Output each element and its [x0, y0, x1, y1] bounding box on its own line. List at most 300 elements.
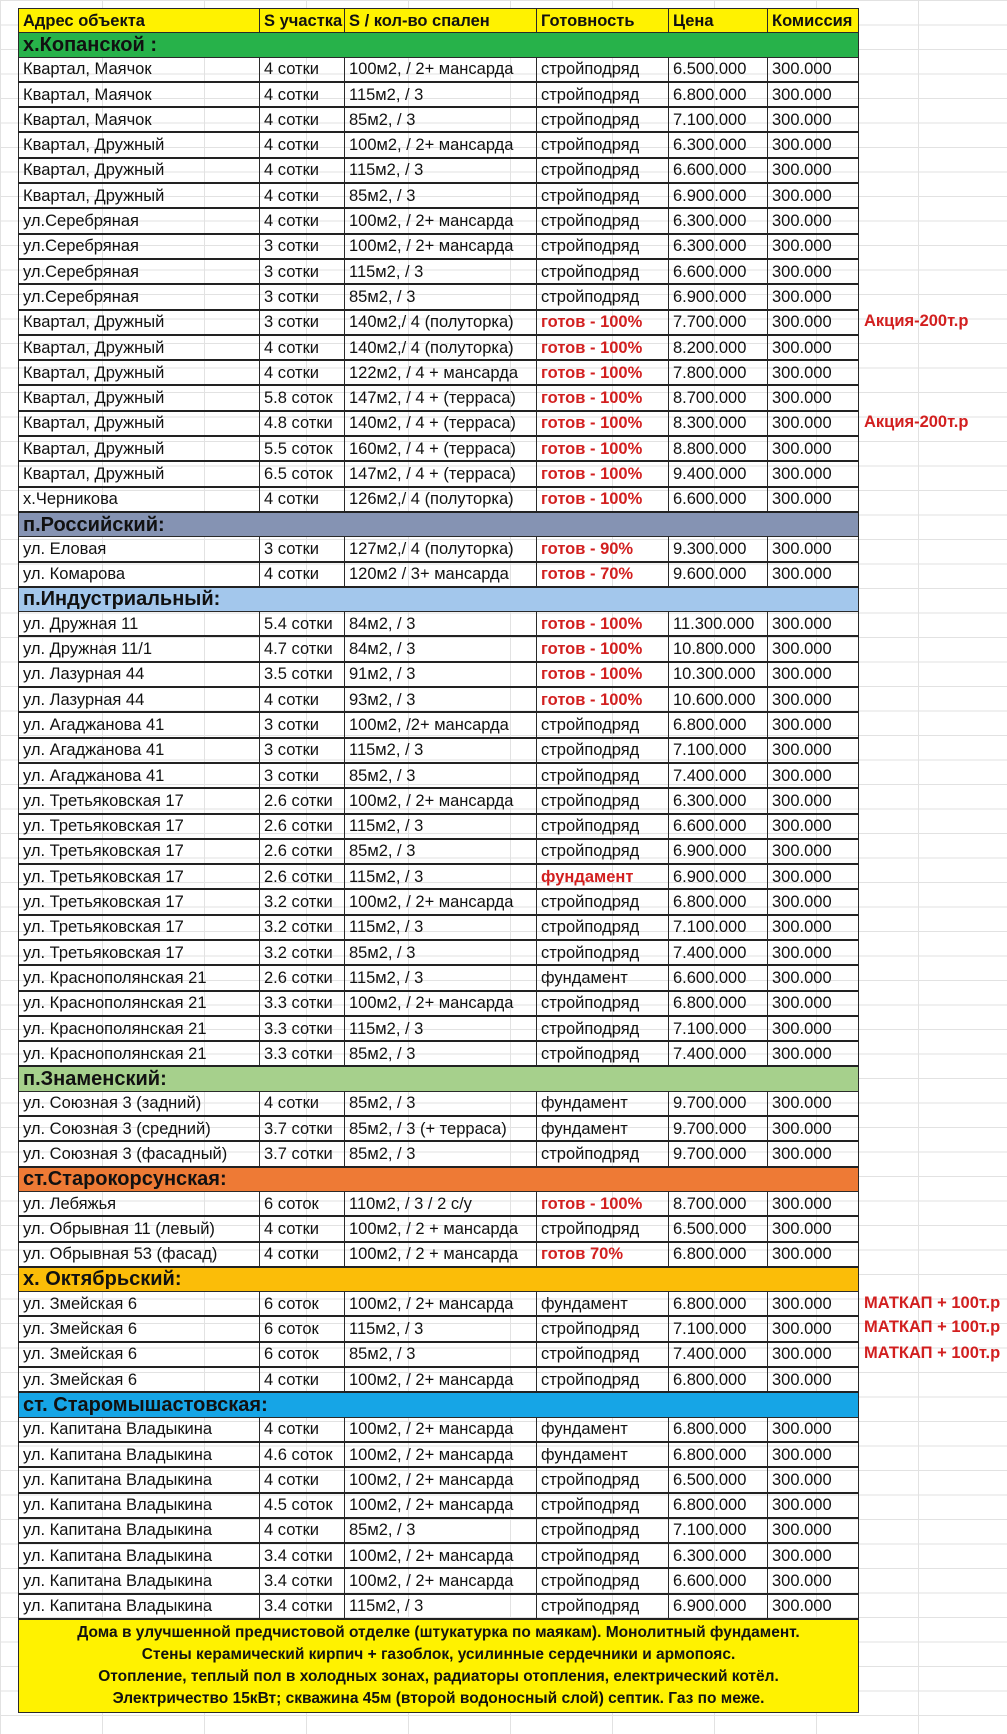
- cell-address[interactable]: Квартал, Дружный: [19, 158, 260, 183]
- cell-address[interactable]: Квартал, Дружный: [19, 310, 260, 335]
- cell-house-area[interactable]: 115м2, / 3: [345, 158, 537, 183]
- cell-address[interactable]: Квартал, Дружный: [19, 411, 260, 436]
- cell-address[interactable]: ул. Капитана Владыкина: [19, 1467, 260, 1492]
- cell-commission[interactable]: 300.000: [768, 991, 859, 1016]
- cell-commission[interactable]: 300.000: [768, 1594, 859, 1619]
- cell-commission[interactable]: 300.000: [768, 234, 859, 259]
- cell-readiness[interactable]: готов - 100%: [537, 360, 669, 385]
- cell-house-area[interactable]: 115м2, / 3: [345, 738, 537, 763]
- cell-price[interactable]: 8.700.000: [669, 385, 768, 410]
- cell-house-area[interactable]: 100м2, / 2 + мансарда: [345, 1216, 537, 1241]
- cell-commission[interactable]: 300.000: [768, 487, 859, 512]
- cell-commission[interactable]: 300.000: [768, 1141, 859, 1166]
- cell-price[interactable]: 6.800.000: [669, 1493, 768, 1518]
- cell-readiness[interactable]: готов - 100%: [537, 687, 669, 712]
- cell-address[interactable]: ул. Дружная 11/1: [19, 636, 260, 661]
- cell-plot-area[interactable]: 4 сотки: [260, 487, 345, 512]
- cell-plot-area[interactable]: 3 сотки: [260, 763, 345, 788]
- section-title[interactable]: ст. Старомышастовская:: [19, 1392, 859, 1417]
- cell-plot-area[interactable]: 4.8 сотки: [260, 411, 345, 436]
- cell-price[interactable]: 6.800.000: [669, 991, 768, 1016]
- cell-address[interactable]: ул. Союзная 3 (средний): [19, 1116, 260, 1141]
- cell-readiness[interactable]: фундамент: [537, 1116, 669, 1141]
- cell-house-area[interactable]: 84м2, / 3: [345, 636, 537, 661]
- cell-plot-area[interactable]: 3.7 сотки: [260, 1116, 345, 1141]
- cell-readiness[interactable]: стройподряд: [537, 284, 669, 309]
- cell-readiness[interactable]: стройподряд: [537, 889, 669, 914]
- cell-house-area[interactable]: 100м2, / 2+ мансарда: [345, 1493, 537, 1518]
- cell-plot-area[interactable]: 3 сотки: [260, 234, 345, 259]
- cell-commission[interactable]: 300.000: [768, 636, 859, 661]
- cell-house-area[interactable]: 115м2, / 3: [345, 965, 537, 990]
- cell-plot-area[interactable]: 6 соток: [260, 1342, 345, 1367]
- cell-price[interactable]: 9.300.000: [669, 537, 768, 562]
- cell-price[interactable]: 6.900.000: [669, 183, 768, 208]
- cell-price[interactable]: 6.900.000: [669, 839, 768, 864]
- cell-price[interactable]: 6.900.000: [669, 284, 768, 309]
- cell-commission[interactable]: 300.000: [768, 1367, 859, 1392]
- cell-price[interactable]: 11.300.000: [669, 612, 768, 637]
- cell-commission[interactable]: 300.000: [768, 839, 859, 864]
- cell-house-area[interactable]: 85м2, / 3: [345, 1141, 537, 1166]
- cell-house-area[interactable]: 85м2, / 3: [345, 284, 537, 309]
- cell-house-area[interactable]: 160м2, / 4 + (терраса): [345, 436, 537, 461]
- cell-commission[interactable]: 300.000: [768, 1467, 859, 1492]
- cell-address[interactable]: Квартал, Маячок: [19, 107, 260, 132]
- cell-house-area[interactable]: 100м2, / 2+ мансарда: [345, 1568, 537, 1593]
- cell-house-area[interactable]: 100м2, /2+ мансарда: [345, 712, 537, 737]
- cell-commission[interactable]: 300.000: [768, 411, 859, 436]
- cell-house-area[interactable]: 147м2, / 4 + (терраса): [345, 461, 537, 486]
- cell-price[interactable]: 6.600.000: [669, 1568, 768, 1593]
- cell-price[interactable]: 6.800.000: [669, 1292, 768, 1317]
- cell-address[interactable]: ул. Третьяковская 17: [19, 864, 260, 889]
- cell-plot-area[interactable]: 4 сотки: [260, 1417, 345, 1442]
- cell-house-area[interactable]: 115м2, / 3: [345, 814, 537, 839]
- cell-commission[interactable]: 300.000: [768, 436, 859, 461]
- cell-address[interactable]: ул. Дружная 11: [19, 612, 260, 637]
- cell-house-area[interactable]: 85м2, / 3: [345, 183, 537, 208]
- cell-plot-area[interactable]: 3 сотки: [260, 310, 345, 335]
- cell-readiness[interactable]: стройподряд: [537, 1518, 669, 1543]
- cell-price[interactable]: 6.300.000: [669, 788, 768, 813]
- cell-plot-area[interactable]: 4.6 соток: [260, 1442, 345, 1467]
- cell-plot-area[interactable]: 4.7 сотки: [260, 636, 345, 661]
- cell-address[interactable]: Квартал, Дружный: [19, 183, 260, 208]
- header-cell-plot-area[interactable]: S участка: [260, 9, 345, 33]
- cell-commission[interactable]: 300.000: [768, 814, 859, 839]
- cell-house-area[interactable]: 85м2, / 3: [345, 1342, 537, 1367]
- cell-address[interactable]: ул.Серебряная: [19, 208, 260, 233]
- cell-house-area[interactable]: 85м2, / 3: [345, 839, 537, 864]
- cell-commission[interactable]: 300.000: [768, 183, 859, 208]
- cell-plot-area[interactable]: 3.3 сотки: [260, 1041, 345, 1066]
- cell-house-area[interactable]: 85м2, / 3: [345, 1041, 537, 1066]
- cell-house-area[interactable]: 100м2, / 2+ мансарда: [345, 1417, 537, 1442]
- cell-address[interactable]: ул. Агаджанова 41: [19, 712, 260, 737]
- cell-commission[interactable]: 300.000: [768, 1041, 859, 1066]
- cell-readiness[interactable]: стройподряд: [537, 234, 669, 259]
- cell-house-area[interactable]: 115м2, / 3: [345, 82, 537, 107]
- cell-address[interactable]: ул. Капитана Владыкина: [19, 1442, 260, 1467]
- cell-readiness[interactable]: готов - 100%: [537, 662, 669, 687]
- cell-commission[interactable]: 300.000: [768, 712, 859, 737]
- cell-price[interactable]: 8.200.000: [669, 335, 768, 360]
- cell-commission[interactable]: 300.000: [768, 461, 859, 486]
- cell-readiness[interactable]: стройподряд: [537, 183, 669, 208]
- cell-house-area[interactable]: 85м2, / 3: [345, 1518, 537, 1543]
- cell-readiness[interactable]: готов - 100%: [537, 636, 669, 661]
- cell-readiness[interactable]: стройподряд: [537, 839, 669, 864]
- cell-house-area[interactable]: 110м2, / 3 / 2 с/у: [345, 1191, 537, 1216]
- section-title[interactable]: п.Знаменский:: [19, 1066, 859, 1091]
- cell-plot-area[interactable]: 4 сотки: [260, 687, 345, 712]
- cell-house-area[interactable]: 85м2, / 3: [345, 940, 537, 965]
- cell-house-area[interactable]: 85м2, / 3: [345, 107, 537, 132]
- cell-readiness[interactable]: стройподряд: [537, 712, 669, 737]
- cell-house-area[interactable]: 120м2 / 3+ мансарда: [345, 562, 537, 587]
- cell-house-area[interactable]: 85м2, / 3 (+ терраса): [345, 1116, 537, 1141]
- cell-commission[interactable]: 300.000: [768, 335, 859, 360]
- cell-commission[interactable]: 300.000: [768, 82, 859, 107]
- cell-commission[interactable]: 300.000: [768, 940, 859, 965]
- cell-address[interactable]: ул.Серебряная: [19, 284, 260, 309]
- cell-readiness[interactable]: стройподряд: [537, 1141, 669, 1166]
- cell-commission[interactable]: 300.000: [768, 788, 859, 813]
- section-title[interactable]: п.Российский:: [19, 512, 859, 537]
- cell-address[interactable]: ул. Третьяковская 17: [19, 839, 260, 864]
- cell-plot-area[interactable]: 4 сотки: [260, 1518, 345, 1543]
- cell-plot-area[interactable]: 2.6 сотки: [260, 788, 345, 813]
- cell-price[interactable]: 7.800.000: [669, 360, 768, 385]
- cell-plot-area[interactable]: 4 сотки: [260, 1367, 345, 1392]
- cell-commission[interactable]: 300.000: [768, 1316, 859, 1341]
- cell-readiness[interactable]: готов - 70%: [537, 562, 669, 587]
- cell-price[interactable]: 6.800.000: [669, 82, 768, 107]
- cell-commission[interactable]: 300.000: [768, 1091, 859, 1116]
- cell-commission[interactable]: 300.000: [768, 360, 859, 385]
- cell-plot-area[interactable]: 4 сотки: [260, 82, 345, 107]
- cell-address[interactable]: ул. Третьяковская 17: [19, 940, 260, 965]
- cell-commission[interactable]: 300.000: [768, 562, 859, 587]
- cell-address[interactable]: ул. Обрывная 53 (фасад): [19, 1242, 260, 1267]
- cell-price[interactable]: 7.100.000: [669, 1518, 768, 1543]
- cell-price[interactable]: 6.600.000: [669, 259, 768, 284]
- cell-house-area[interactable]: 122м2, / 4 + мансарда: [345, 360, 537, 385]
- cell-plot-area[interactable]: 3.3 сотки: [260, 991, 345, 1016]
- cell-address[interactable]: ул.Серебряная: [19, 234, 260, 259]
- cell-commission[interactable]: 300.000: [768, 158, 859, 183]
- cell-address[interactable]: ул. Краснополянская 21: [19, 965, 260, 990]
- header-cell-address[interactable]: Адрес объекта: [19, 9, 260, 33]
- cell-address[interactable]: ул. Краснополянская 21: [19, 991, 260, 1016]
- cell-commission[interactable]: 300.000: [768, 1342, 859, 1367]
- cell-plot-area[interactable]: 3.2 сотки: [260, 915, 345, 940]
- cell-price[interactable]: 9.700.000: [669, 1116, 768, 1141]
- cell-plot-area[interactable]: 5.4 сотки: [260, 612, 345, 637]
- cell-plot-area[interactable]: 2.6 сотки: [260, 965, 345, 990]
- cell-commission[interactable]: 300.000: [768, 310, 859, 335]
- cell-price[interactable]: 6.800.000: [669, 1442, 768, 1467]
- cell-house-area[interactable]: 84м2, / 3: [345, 612, 537, 637]
- cell-commission[interactable]: 300.000: [768, 687, 859, 712]
- cell-plot-area[interactable]: 5.5 соток: [260, 436, 345, 461]
- cell-address[interactable]: ул. Змейская 6: [19, 1342, 260, 1367]
- cell-commission[interactable]: 300.000: [768, 1216, 859, 1241]
- cell-price[interactable]: 7.400.000: [669, 1041, 768, 1066]
- cell-house-area[interactable]: 100м2, / 2+ мансарда: [345, 208, 537, 233]
- cell-readiness[interactable]: стройподряд: [537, 788, 669, 813]
- cell-plot-area[interactable]: 3 сотки: [260, 284, 345, 309]
- cell-commission[interactable]: 300.000: [768, 1016, 859, 1041]
- cell-price[interactable]: 7.100.000: [669, 915, 768, 940]
- cell-address[interactable]: Квартал, Маячок: [19, 57, 260, 82]
- cell-address[interactable]: ул. Змейская 6: [19, 1367, 260, 1392]
- cell-readiness[interactable]: готов - 100%: [537, 612, 669, 637]
- cell-house-area[interactable]: 100м2, / 2+ мансарда: [345, 1442, 537, 1467]
- cell-house-area[interactable]: 115м2, / 3: [345, 864, 537, 889]
- cell-address[interactable]: ул. Змейская 6: [19, 1316, 260, 1341]
- cell-plot-area[interactable]: 4 сотки: [260, 107, 345, 132]
- cell-price[interactable]: 7.400.000: [669, 940, 768, 965]
- cell-address[interactable]: ул. Обрывная 11 (левый): [19, 1216, 260, 1241]
- cell-price[interactable]: 6.500.000: [669, 1216, 768, 1241]
- cell-house-area[interactable]: 100м2, / 2 + мансарда: [345, 1242, 537, 1267]
- cell-address[interactable]: ул. Краснополянская 21: [19, 1041, 260, 1066]
- cell-house-area[interactable]: 100м2, / 2+ мансарда: [345, 1543, 537, 1568]
- cell-price[interactable]: 7.100.000: [669, 1316, 768, 1341]
- cell-house-area[interactable]: 115м2, / 3: [345, 1016, 537, 1041]
- cell-commission[interactable]: 300.000: [768, 864, 859, 889]
- header-cell-house-area[interactable]: S / кол-во спален: [345, 9, 537, 33]
- cell-plot-area[interactable]: 4 сотки: [260, 1216, 345, 1241]
- cell-plot-area[interactable]: 2.6 сотки: [260, 864, 345, 889]
- cell-house-area[interactable]: 127м2,/ 4 (полуторка): [345, 537, 537, 562]
- cell-readiness[interactable]: стройподряд: [537, 1543, 669, 1568]
- cell-commission[interactable]: 300.000: [768, 284, 859, 309]
- cell-house-area[interactable]: 100м2, / 2+ мансарда: [345, 1292, 537, 1317]
- cell-plot-area[interactable]: 3.4 сотки: [260, 1594, 345, 1619]
- cell-readiness[interactable]: стройподряд: [537, 915, 669, 940]
- cell-readiness[interactable]: стройподряд: [537, 940, 669, 965]
- cell-address[interactable]: Квартал, Дружный: [19, 360, 260, 385]
- cell-price[interactable]: 6.300.000: [669, 1543, 768, 1568]
- cell-address[interactable]: ул. Союзная 3 (фасадный): [19, 1141, 260, 1166]
- cell-readiness[interactable]: готов - 100%: [537, 411, 669, 436]
- cell-house-area[interactable]: 100м2, / 2+ мансарда: [345, 132, 537, 157]
- cell-readiness[interactable]: фундамент: [537, 1091, 669, 1116]
- cell-address[interactable]: ул. Агаджанова 41: [19, 763, 260, 788]
- cell-plot-area[interactable]: 3 сотки: [260, 712, 345, 737]
- header-cell-readiness[interactable]: Готовность: [537, 9, 669, 33]
- cell-address[interactable]: ул. Змейская 6: [19, 1292, 260, 1317]
- cell-commission[interactable]: 300.000: [768, 1417, 859, 1442]
- cell-readiness[interactable]: фундамент: [537, 1442, 669, 1467]
- cell-plot-area[interactable]: 3 сотки: [260, 259, 345, 284]
- cell-readiness[interactable]: стройподряд: [537, 1016, 669, 1041]
- cell-commission[interactable]: 300.000: [768, 1543, 859, 1568]
- section-title[interactable]: х.Копанской :: [19, 33, 859, 57]
- cell-readiness[interactable]: стройподряд: [537, 132, 669, 157]
- cell-commission[interactable]: 300.000: [768, 915, 859, 940]
- cell-commission[interactable]: 300.000: [768, 1568, 859, 1593]
- cell-address[interactable]: ул.Серебряная: [19, 259, 260, 284]
- cell-house-area[interactable]: 100м2, / 2+ мансарда: [345, 991, 537, 1016]
- cell-price[interactable]: 6.500.000: [669, 57, 768, 82]
- cell-commission[interactable]: 300.000: [768, 1292, 859, 1317]
- cell-address[interactable]: ул. Лебяжья: [19, 1191, 260, 1216]
- cell-plot-area[interactable]: 4 сотки: [260, 57, 345, 82]
- cell-readiness[interactable]: стройподряд: [537, 814, 669, 839]
- cell-address[interactable]: ул. Еловая: [19, 537, 260, 562]
- cell-price[interactable]: 6.800.000: [669, 1242, 768, 1267]
- cell-commission[interactable]: 300.000: [768, 57, 859, 82]
- cell-house-area[interactable]: 85м2, / 3: [345, 763, 537, 788]
- cell-house-area[interactable]: 140м2, / 4 + (терраса): [345, 411, 537, 436]
- cell-price[interactable]: 9.700.000: [669, 1091, 768, 1116]
- cell-plot-area[interactable]: 3 сотки: [260, 738, 345, 763]
- cell-commission[interactable]: 300.000: [768, 965, 859, 990]
- cell-plot-area[interactable]: 3.4 сотки: [260, 1543, 345, 1568]
- cell-readiness[interactable]: стройподряд: [537, 57, 669, 82]
- cell-address[interactable]: ул. Капитана Владыкина: [19, 1518, 260, 1543]
- cell-commission[interactable]: 300.000: [768, 1493, 859, 1518]
- cell-readiness[interactable]: стройподряд: [537, 991, 669, 1016]
- cell-price[interactable]: 6.300.000: [669, 234, 768, 259]
- cell-plot-area[interactable]: 6 соток: [260, 1316, 345, 1341]
- cell-readiness[interactable]: стройподряд: [537, 208, 669, 233]
- cell-address[interactable]: ул. Капитана Владыкина: [19, 1417, 260, 1442]
- cell-readiness[interactable]: стройподряд: [537, 107, 669, 132]
- cell-price[interactable]: 6.600.000: [669, 814, 768, 839]
- cell-price[interactable]: 9.400.000: [669, 461, 768, 486]
- cell-readiness[interactable]: стройподряд: [537, 82, 669, 107]
- cell-house-area[interactable]: 115м2, / 3: [345, 259, 537, 284]
- cell-address[interactable]: Квартал, Дружный: [19, 436, 260, 461]
- cell-house-area[interactable]: 140м2,/ 4 (полуторка): [345, 335, 537, 360]
- cell-address[interactable]: ул. Капитана Владыкина: [19, 1568, 260, 1593]
- cell-price[interactable]: 6.600.000: [669, 965, 768, 990]
- cell-commission[interactable]: 300.000: [768, 1191, 859, 1216]
- cell-address[interactable]: Квартал, Дружный: [19, 385, 260, 410]
- cell-plot-area[interactable]: 4 сотки: [260, 562, 345, 587]
- cell-commission[interactable]: 300.000: [768, 1242, 859, 1267]
- cell-house-area[interactable]: 115м2, / 3: [345, 1316, 537, 1341]
- cell-commission[interactable]: 300.000: [768, 385, 859, 410]
- cell-plot-area[interactable]: 3.2 сотки: [260, 940, 345, 965]
- cell-price[interactable]: 6.600.000: [669, 487, 768, 512]
- cell-commission[interactable]: 300.000: [768, 537, 859, 562]
- cell-plot-area[interactable]: 3.5 сотки: [260, 662, 345, 687]
- cell-price[interactable]: 6.800.000: [669, 1367, 768, 1392]
- cell-house-area[interactable]: 91м2, / 3: [345, 662, 537, 687]
- cell-address[interactable]: х.Черникова: [19, 487, 260, 512]
- cell-plot-area[interactable]: 2.6 сотки: [260, 814, 345, 839]
- cell-plot-area[interactable]: 4 сотки: [260, 158, 345, 183]
- cell-readiness[interactable]: фундамент: [537, 864, 669, 889]
- cell-price[interactable]: 7.100.000: [669, 1016, 768, 1041]
- cell-price[interactable]: 7.700.000: [669, 310, 768, 335]
- cell-house-area[interactable]: 100м2, / 2+ мансарда: [345, 1467, 537, 1492]
- cell-commission[interactable]: 300.000: [768, 612, 859, 637]
- cell-address[interactable]: ул. Третьяковская 17: [19, 889, 260, 914]
- cell-price[interactable]: 6.300.000: [669, 132, 768, 157]
- cell-price[interactable]: 6.800.000: [669, 712, 768, 737]
- cell-house-area[interactable]: 93м2, / 3: [345, 687, 537, 712]
- cell-readiness[interactable]: готов - 100%: [537, 461, 669, 486]
- cell-readiness[interactable]: готов - 100%: [537, 1191, 669, 1216]
- section-title[interactable]: п.Индустриальный:: [19, 587, 859, 612]
- cell-price[interactable]: 9.600.000: [669, 562, 768, 587]
- cell-readiness[interactable]: стройподряд: [537, 1342, 669, 1367]
- cell-readiness[interactable]: стройподряд: [537, 158, 669, 183]
- cell-plot-area[interactable]: 3 сотки: [260, 537, 345, 562]
- section-title[interactable]: ст.Старокорсунская:: [19, 1167, 859, 1192]
- cell-readiness[interactable]: готов - 100%: [537, 385, 669, 410]
- cell-plot-area[interactable]: 4 сотки: [260, 132, 345, 157]
- cell-readiness[interactable]: фундамент: [537, 1292, 669, 1317]
- header-cell-commission[interactable]: Комиссия: [768, 9, 859, 33]
- cell-address[interactable]: ул. Третьяковская 17: [19, 814, 260, 839]
- cell-plot-area[interactable]: 3.7 сотки: [260, 1141, 345, 1166]
- cell-address[interactable]: ул. Капитана Владыкина: [19, 1543, 260, 1568]
- cell-plot-area[interactable]: 4 сотки: [260, 1242, 345, 1267]
- cell-address[interactable]: ул. Краснополянская 21: [19, 1016, 260, 1041]
- cell-price[interactable]: 6.500.000: [669, 1467, 768, 1492]
- cell-address[interactable]: ул. Агаджанова 41: [19, 738, 260, 763]
- cell-readiness[interactable]: готов - 90%: [537, 537, 669, 562]
- cell-price[interactable]: 6.800.000: [669, 1417, 768, 1442]
- cell-price[interactable]: 10.800.000: [669, 636, 768, 661]
- cell-address[interactable]: Квартал, Дружный: [19, 132, 260, 157]
- cell-price[interactable]: 6.600.000: [669, 158, 768, 183]
- cell-readiness[interactable]: готов - 100%: [537, 487, 669, 512]
- cell-address[interactable]: Квартал, Маячок: [19, 82, 260, 107]
- cell-price[interactable]: 9.700.000: [669, 1141, 768, 1166]
- cell-readiness[interactable]: стройподряд: [537, 763, 669, 788]
- cell-readiness[interactable]: готов 70%: [537, 1242, 669, 1267]
- cell-house-area[interactable]: 147м2, / 4 + (терраса): [345, 385, 537, 410]
- cell-price[interactable]: 6.900.000: [669, 1594, 768, 1619]
- cell-address[interactable]: ул. Капитана Владыкина: [19, 1594, 260, 1619]
- cell-price[interactable]: 10.600.000: [669, 687, 768, 712]
- cell-address[interactable]: ул. Лазурная 44: [19, 687, 260, 712]
- cell-plot-area[interactable]: 5.8 соток: [260, 385, 345, 410]
- cell-price[interactable]: 6.800.000: [669, 889, 768, 914]
- cell-price[interactable]: 8.700.000: [669, 1191, 768, 1216]
- cell-price[interactable]: 6.900.000: [669, 864, 768, 889]
- cell-readiness[interactable]: стройподряд: [537, 1467, 669, 1492]
- cell-readiness[interactable]: стройподряд: [537, 259, 669, 284]
- cell-commission[interactable]: 300.000: [768, 107, 859, 132]
- cell-readiness[interactable]: стройподряд: [537, 1041, 669, 1066]
- section-title[interactable]: х. Октябрьский:: [19, 1267, 859, 1292]
- cell-plot-area[interactable]: 6.5 соток: [260, 461, 345, 486]
- cell-readiness[interactable]: стройподряд: [537, 1367, 669, 1392]
- cell-price[interactable]: 7.400.000: [669, 1342, 768, 1367]
- cell-address[interactable]: ул. Комарова: [19, 562, 260, 587]
- cell-house-area[interactable]: 85м2, / 3: [345, 1091, 537, 1116]
- cell-price[interactable]: 8.800.000: [669, 436, 768, 461]
- cell-address[interactable]: ул. Третьяковская 17: [19, 788, 260, 813]
- cell-house-area[interactable]: 115м2, / 3: [345, 915, 537, 940]
- cell-readiness[interactable]: готов - 100%: [537, 310, 669, 335]
- cell-readiness[interactable]: стройподряд: [537, 738, 669, 763]
- cell-address[interactable]: Квартал, Дружный: [19, 335, 260, 360]
- cell-price[interactable]: 7.400.000: [669, 763, 768, 788]
- cell-house-area[interactable]: 115м2, / 3: [345, 1594, 537, 1619]
- cell-commission[interactable]: 300.000: [768, 738, 859, 763]
